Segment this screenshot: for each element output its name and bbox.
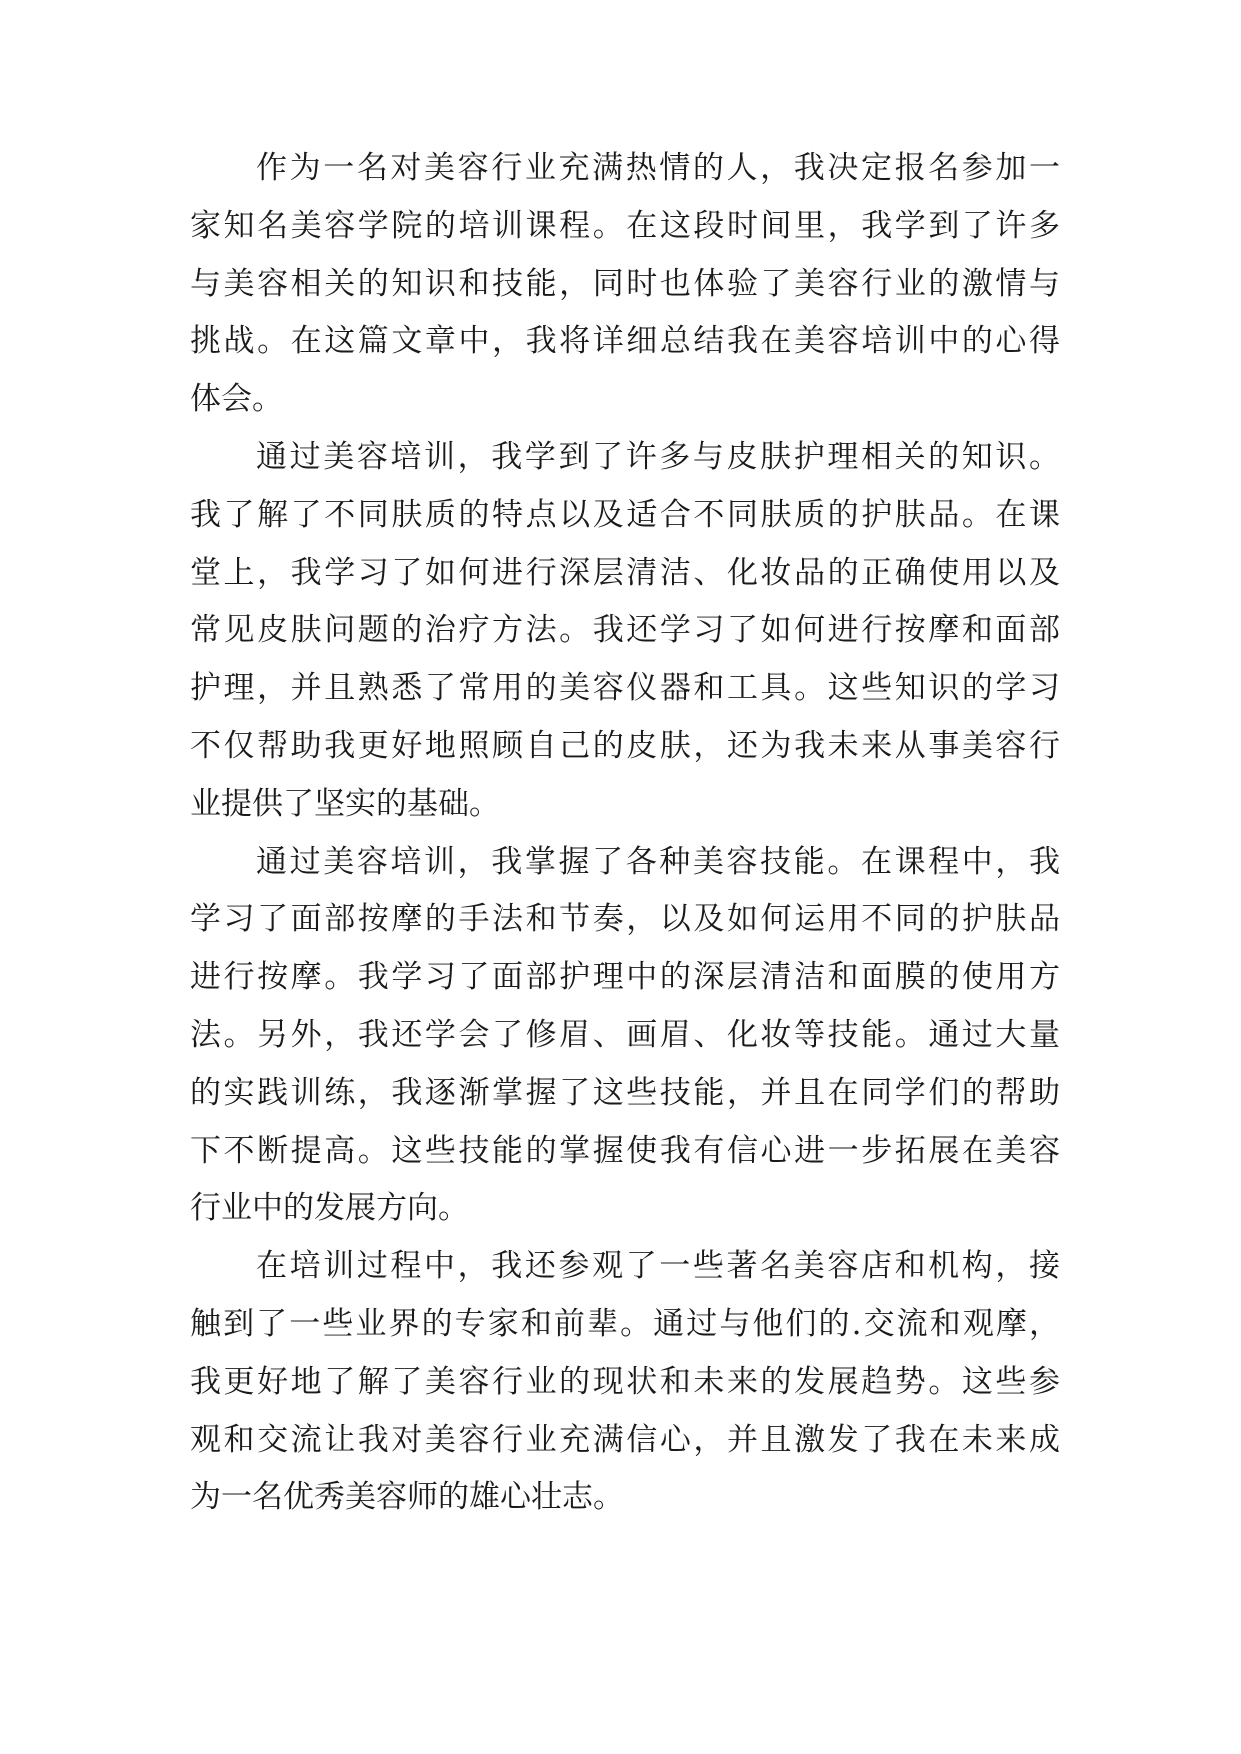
text-line: 不仅帮助我更好地照顾自己的皮肤，还为我未来从事美容行 <box>190 727 1060 764</box>
text-line: 我更好地了解了美容行业的现状和未来的发展趋势。这些参 <box>190 1363 1060 1400</box>
text-line: 我了解了不同肤质的特点以及适合不同肤质的护肤品。在课 <box>190 496 1060 533</box>
text-line: 体会。 <box>190 381 283 418</box>
text-line: 法。另外，我还学会了修眉、画眉、化妆等技能。通过大量 <box>190 1016 1060 1053</box>
text-line: 下不断提高。这些技能的掌握使我有信心进一步拓展在美容 <box>190 1132 1060 1169</box>
text-line: 进行按摩。我学习了面部护理中的深层清洁和面膜的使用方 <box>190 959 1060 996</box>
paragraph-2 <box>190 429 1060 834</box>
paragraph-1 <box>190 140 1060 429</box>
text-line: 业提供了坚实的基础。 <box>190 785 500 822</box>
text-line: 的实践训练，我逐渐掌握了这些技能，并且在同学们的帮助 <box>190 1074 1060 1111</box>
text-line: 作为一名对美容行业充满热情的人，我决定报名参加一 <box>256 150 1060 186</box>
text-line: 行业中的发展方向。 <box>190 1190 469 1227</box>
text-line: 触到了一些业界的专家和前辈。通过与他们的.交流和观摩， <box>190 1305 1060 1342</box>
text-line: 为一名优秀美容师的雄心壮志。 <box>190 1479 624 1516</box>
text-line: 观和交流让我对美容行业充满信心，并且激发了我在未来成 <box>190 1421 1060 1458</box>
text-line: 家知名美容学院的培训课程。在这段时间里，我学到了许多 <box>190 207 1060 244</box>
paragraph-3 <box>190 834 1060 1239</box>
text-line: 通过美容培训，我掌握了各种美容技能。在课程中，我 <box>256 843 1060 880</box>
text-line: 通过美容培训，我学到了许多与皮肤护理相关的知识。 <box>256 438 1060 475</box>
text-line: 堂上，我学习了如何进行深层清洁、化妆品的正确使用以及 <box>190 554 1060 591</box>
text-line: 学习了面部按摩的手法和节奏，以及如何运用不同的护肤品 <box>190 901 1060 938</box>
paragraph-4 <box>190 1238 1060 1527</box>
text-line: 护理，并且熟悉了常用的美容仪器和工具。这些知识的学习 <box>190 670 1060 707</box>
text-line: 与美容相关的知识和技能，同时也体验了美容行业的激情与 <box>190 265 1060 302</box>
text-line: 常见皮肤问题的治疗方法。我还学习了如何进行按摩和面部 <box>190 612 1060 649</box>
text-line: 在培训过程中，我还参观了一些著名美容店和机构，接 <box>256 1248 1060 1285</box>
text-line: 挑战。在这篇文章中，我将详细总结我在美容培训中的心得 <box>190 323 1060 360</box>
document-body <box>190 140 1060 1527</box>
